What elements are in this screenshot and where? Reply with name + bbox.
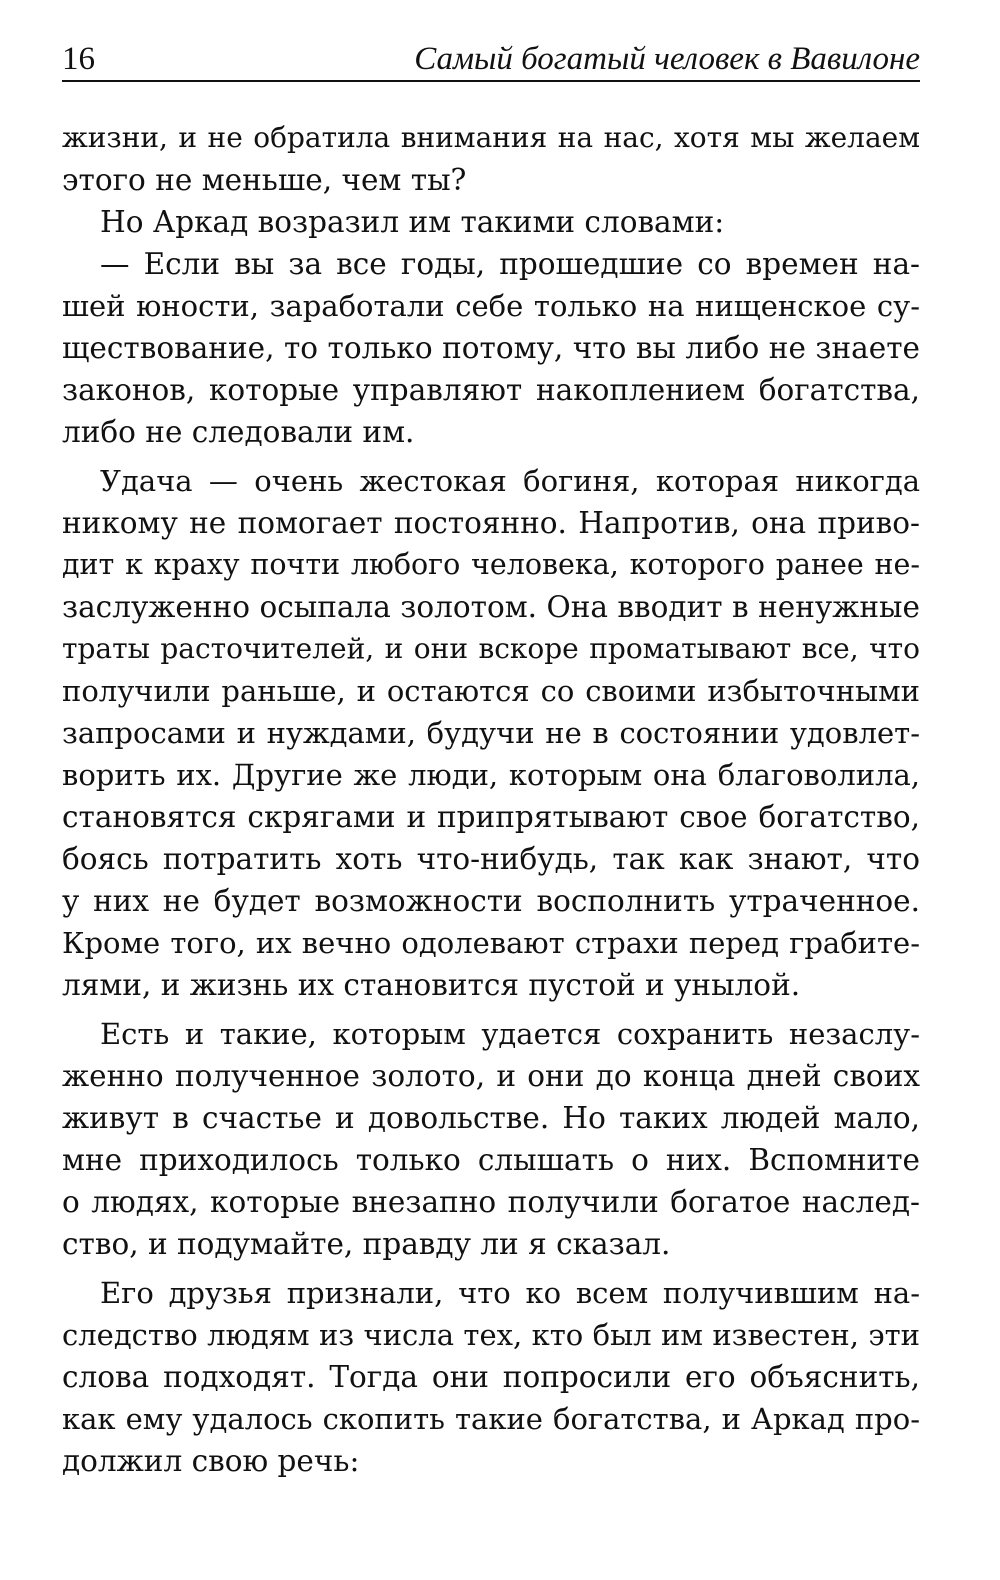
paragraph-5 (62, 1013, 920, 1265)
paragraph-4 (62, 460, 920, 1006)
text-line: Но Аркад возразил им такими словами: (100, 205, 725, 239)
text-line: дит к краху почти любого человека, которого ранее не- (62, 548, 920, 581)
text-line: лями, и жизнь их становится пустой и унылой. (62, 968, 801, 1002)
text-line: Удача — очень жестокая богиня, которая никогда (100, 464, 920, 498)
text-line: траты расточителей, и они вскоре проматывают все, что (62, 632, 920, 665)
text-line: должил свою речь: (62, 1444, 360, 1478)
text-line: запросами и нуждами, будучи не в состоянии удовлет- (62, 716, 920, 750)
text-line: Кроме того, их вечно одолевают страхи перед грабите- (62, 926, 920, 960)
text-line: никому не помогает постоянно. Напротив, она приво- (62, 506, 920, 540)
text-line: Есть и такие, которым удается сохранить незаслу- (100, 1017, 920, 1051)
body-text (62, 117, 920, 1482)
text-line: ворить их. Другие же люди, которым она благоволила, (62, 758, 920, 792)
text-line: — Если вы за все годы, прошедшие со времен на- (100, 247, 920, 281)
running-title: Самый богатый человек в Вавилоне (414, 41, 920, 77)
text-line: мне приходилось только слышать о них. Вспомните (62, 1143, 920, 1177)
text-line: шей юности, заработали себе только на нищенское су- (62, 289, 920, 323)
text-line: боясь потратить хоть что-нибудь, так как знают, что (62, 842, 920, 876)
text-line: становятся скрягами и припрятывают свое богатство, (62, 800, 920, 834)
running-head (62, 38, 920, 80)
paragraph-gap (62, 1265, 920, 1272)
paragraph-2 (62, 201, 920, 243)
text-line: жизни, и не обратила внимания на нас, хотя мы желаем (62, 121, 920, 154)
text-line: этого не меньше, чем ты? (62, 163, 467, 197)
paragraph-3 (62, 243, 920, 453)
text-line: женно полученное золото, и они до конца дней своих (62, 1059, 920, 1093)
header-rule (62, 80, 920, 82)
text-line: следство людям из числа тех, кто был им известен, эти (62, 1318, 920, 1352)
text-line: как ему удалось скопить такие богатства, и Аркад про- (62, 1402, 920, 1436)
text-line: либо не следовали им. (62, 415, 415, 449)
text-line: живут в счастье и довольстве. Но таких людей мало, (62, 1101, 920, 1135)
paragraph-gap (62, 453, 920, 460)
paragraph-gap (62, 1006, 920, 1013)
text-line: Его друзья признали, что ко всем получившим на- (100, 1276, 920, 1310)
text-line: у них не будет возможности восполнить утраченное. (62, 884, 920, 918)
text-line: о людях, которые внезапно получили богатое наслед- (62, 1185, 920, 1219)
page-number: 16 (62, 41, 95, 77)
text-line: получили раньше, и остаются со своими избыточными (62, 674, 920, 708)
text-line: ство, и подумайте, правду ли я сказал. (62, 1227, 671, 1261)
text-line: слова подходят. Тогда они попросили его объяснить, (62, 1360, 920, 1394)
paragraph-6 (62, 1272, 920, 1482)
paragraph-1 (62, 117, 920, 201)
text-line: ществование, то только потому, что вы либо не знаете (62, 331, 920, 365)
text-line: законов, которые управляют накоплением богатства, (62, 373, 920, 407)
text-line: заслуженно осыпала золотом. Она вводит в ненужные (62, 590, 920, 624)
